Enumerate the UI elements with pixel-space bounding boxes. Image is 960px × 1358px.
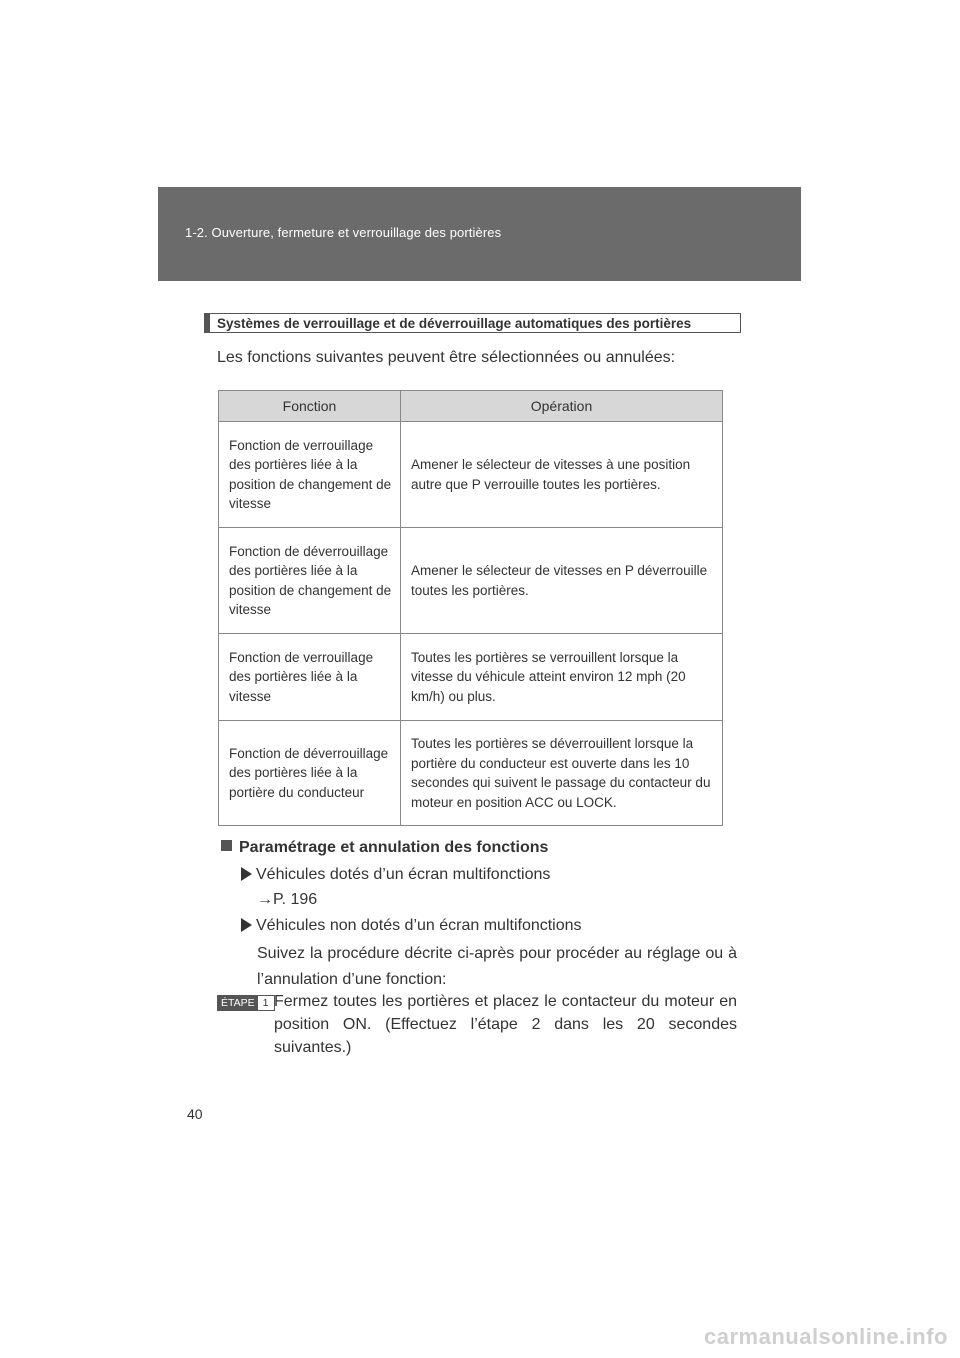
table-cell-fonction: Fonction de verrouillage des portières liée à la position de changement de vitesse [219, 422, 401, 528]
intro-text: Les fonctions suivantes peuvent être sélectionnées ou annulées: [217, 349, 676, 366]
table-cell-operation: Amener le sélecteur de vitesses en P déverrouille toutes les portières. [401, 528, 723, 634]
table-cell-operation: Toutes les portières se déverrouillent lorsque la portière du conducteur est ouverte dans les 10 secondes qui suivent le passage du contacteur du moteur en position ACC ou LOCK. [401, 721, 723, 826]
triangle-bullet-icon [241, 918, 252, 932]
section-title-box [204, 313, 741, 333]
watermark: carmanualsonline.info [704, 1324, 948, 1349]
table-header-operation: Opération [401, 391, 723, 422]
table-cell-operation: Toutes les portières se verrouillent lorsque la vitesse du véhicule atteint environ 12 mph (20 km/h) ou plus. [401, 634, 723, 721]
subsection-title: Paramétrage et annulation des fonctions [239, 839, 549, 856]
table-cell-fonction: Fonction de déverrouillage des portières liée à la portière du conducteur [219, 721, 401, 826]
section-title-marker [205, 314, 210, 332]
chapter-header [158, 187, 801, 281]
step-label: ÉTAPE [218, 996, 258, 1010]
table-cell-operation: Amener le sélecteur de vitesses à une position autre que P verrouille toutes les portières. [401, 422, 723, 528]
bullet-item [241, 917, 582, 935]
triangle-bullet-icon [241, 867, 252, 881]
table-cell-fonction: Fonction de déverrouillage des portières liée à la position de changement de vitesse [219, 528, 401, 634]
bullet-text: Véhicules dotés d’un écran multifonctions [256, 866, 551, 883]
bullet-text: Véhicules non dotés d’un écran multifonctions [256, 917, 582, 934]
section-title: Systèmes de verrouillage et de déverrouillage automatiques des portières [217, 315, 692, 331]
table-row [219, 634, 723, 721]
table-row [219, 721, 723, 826]
step-text: Fermez toutes les portières et placez le contacteur du moteur en position ON. (Effectuez l’étape 2 dans les 20 secondes suivantes.) [274, 993, 737, 1056]
bullet-item [241, 866, 550, 884]
table-row [219, 422, 723, 528]
square-bullet-icon [221, 840, 232, 851]
table-row [219, 528, 723, 634]
table-cell-fonction: Fonction de verrouillage des portières liée à la vitesse [219, 634, 401, 721]
step-badge [217, 995, 275, 1011]
page-reference: →P. 196 [257, 891, 318, 908]
page-number: 40 [187, 1106, 203, 1122]
function-table [218, 390, 723, 826]
procedure-paragraph: Suivez la procédure décrite ci-après pour procéder au réglage ou à l’annulation d’une fonction: [257, 945, 737, 988]
chapter-title: 1-2. Ouverture, fermeture et verrouillage des portières [185, 225, 502, 240]
subsection-heading [221, 839, 548, 857]
table-header-row [219, 391, 723, 422]
table-header-fonction: Fonction [219, 391, 401, 422]
step-number: 1 [258, 996, 274, 1010]
